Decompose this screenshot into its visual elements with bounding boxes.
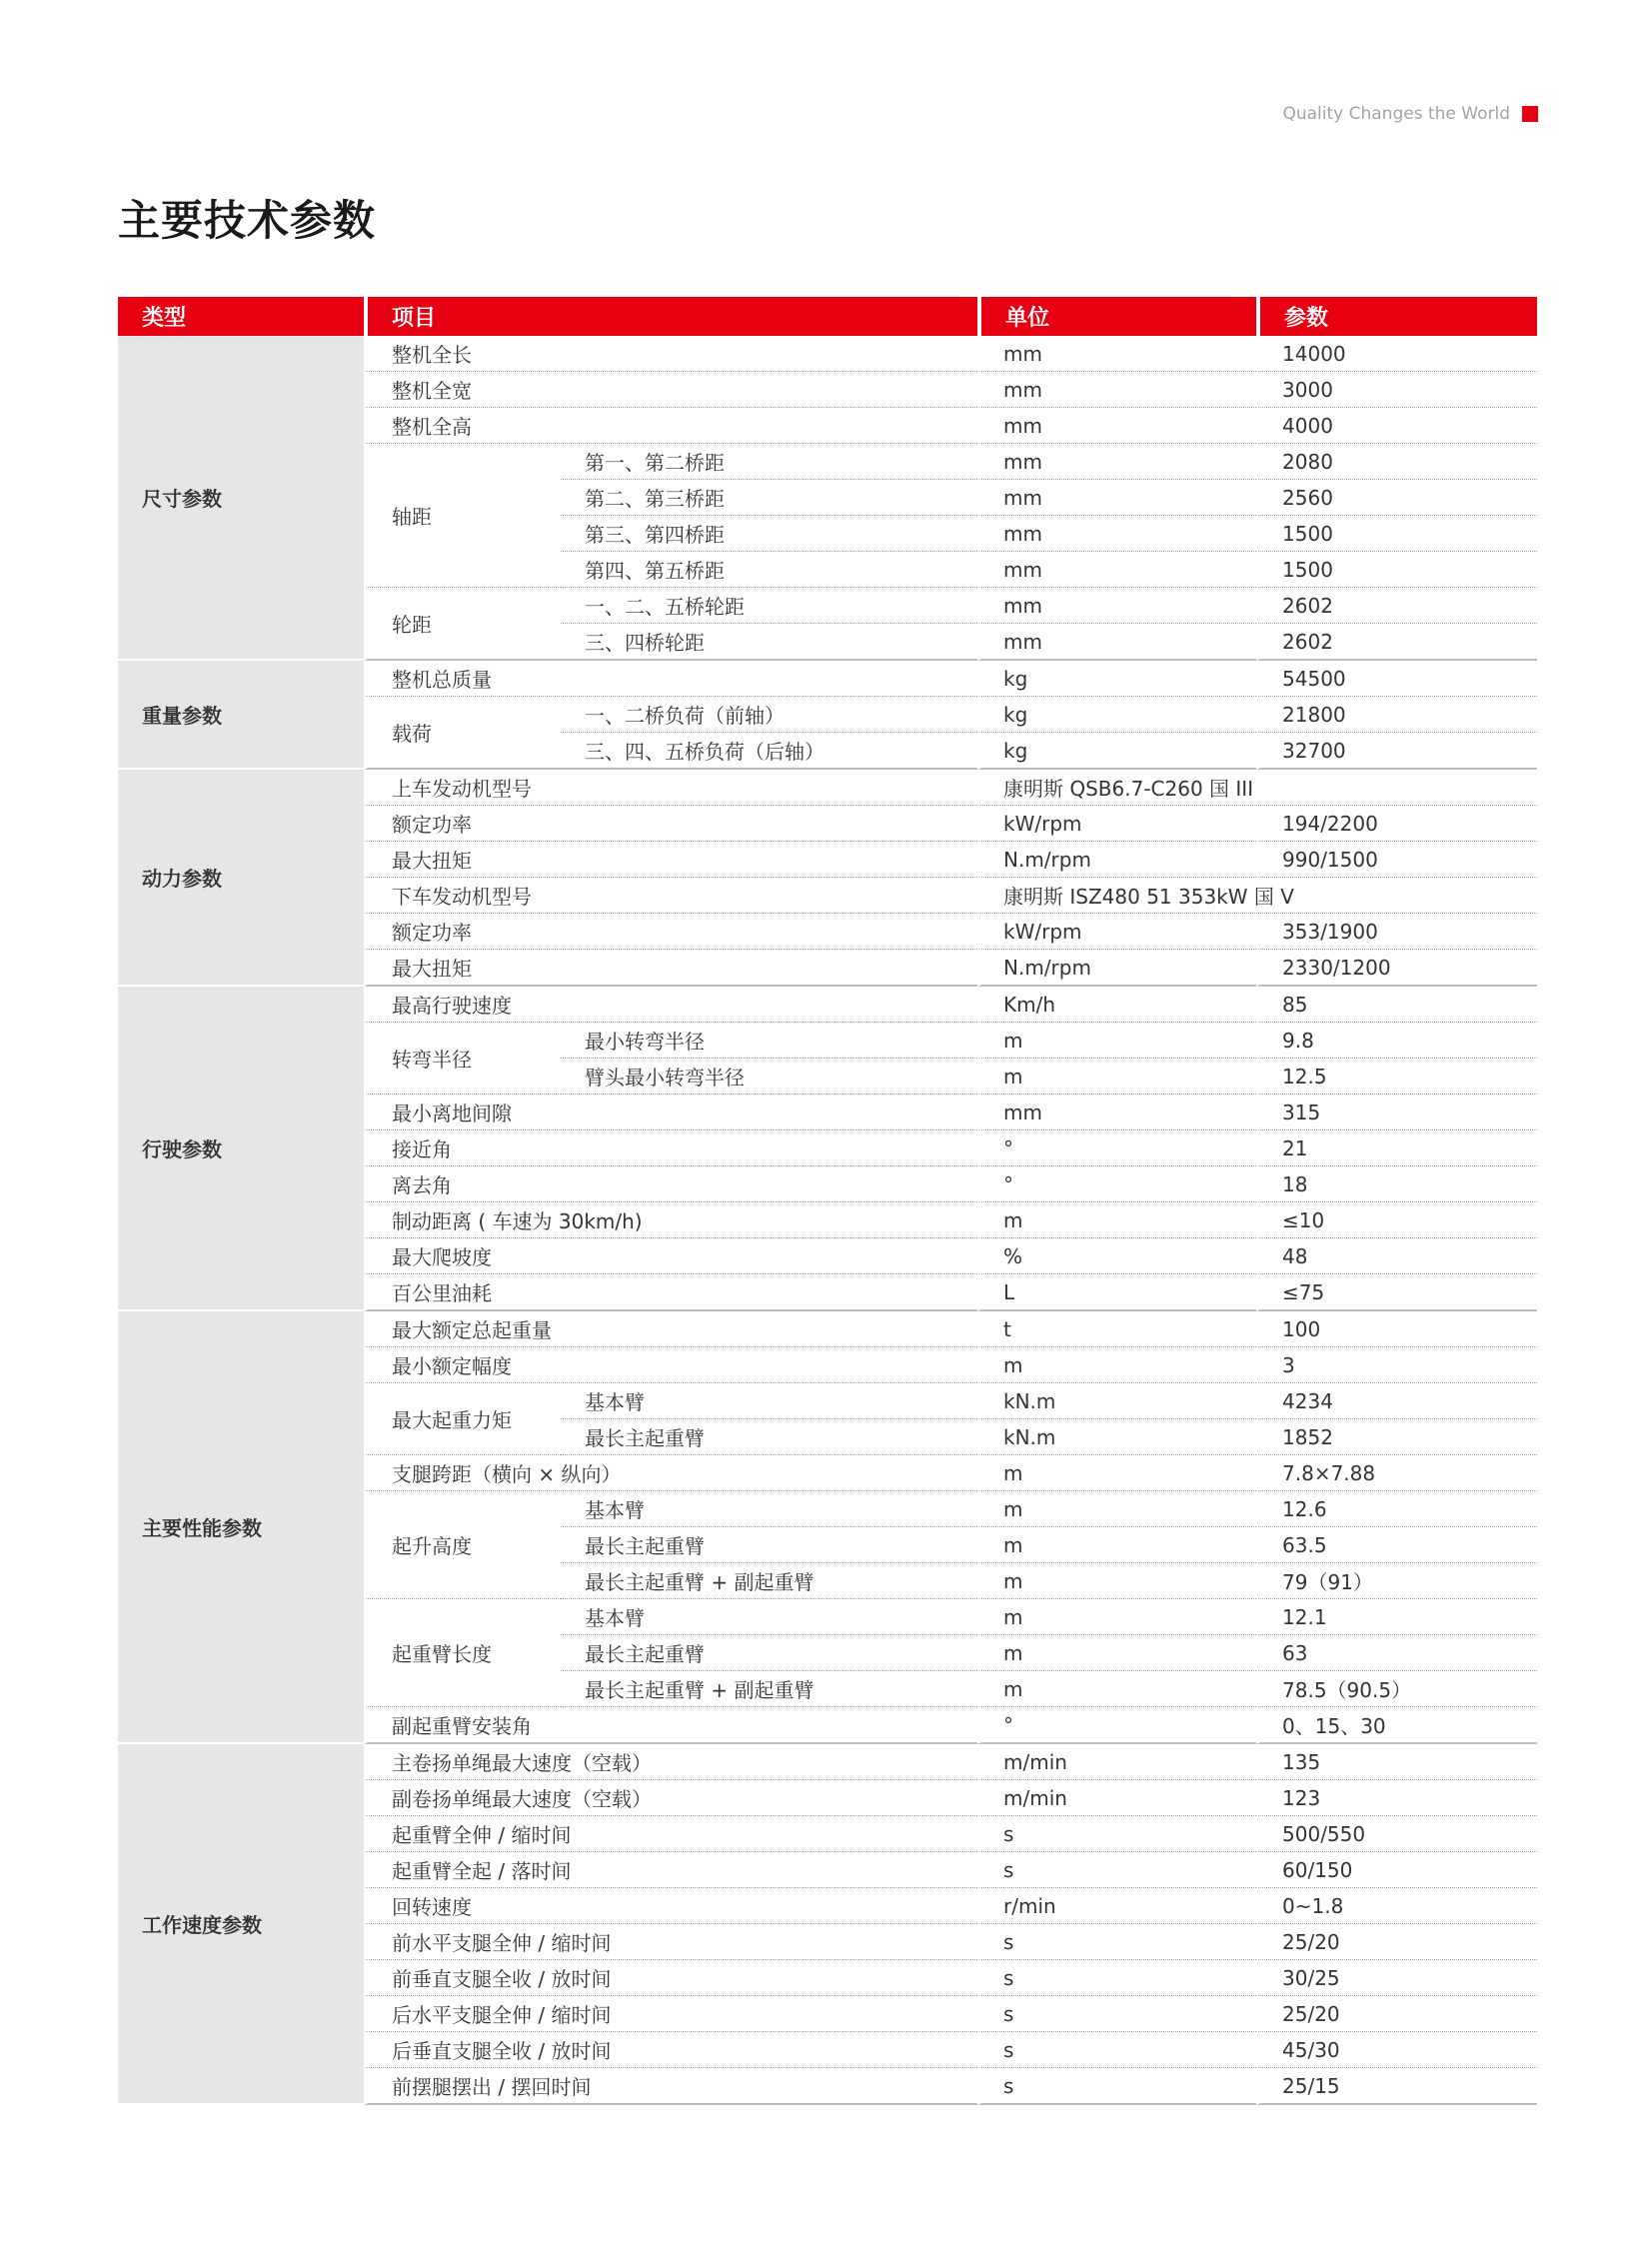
unit-cell: kg — [977, 697, 1256, 733]
brand-square-icon — [1522, 106, 1538, 122]
unit-cell: mm — [977, 624, 1256, 661]
unit-cell: kN.m — [977, 1383, 1256, 1419]
value-cell: 25/20 — [1256, 1996, 1537, 2032]
brand-tagline — [1282, 104, 1538, 124]
unit-cell: mm — [977, 444, 1256, 480]
value-cell: 79（91） — [1256, 1563, 1537, 1599]
value-cell: 2602 — [1256, 624, 1537, 661]
value-cell: 14000 — [1256, 336, 1537, 372]
value-cell: 54500 — [1256, 661, 1537, 697]
item-cell: 上车发动机型号 — [364, 770, 977, 806]
subitem-cell: 一、二、五桥轮距 — [561, 588, 977, 624]
category-cell: 主要性能参数 — [118, 1311, 364, 1744]
value-cell: 4234 — [1256, 1383, 1537, 1419]
item-cell: 接近角 — [364, 1130, 977, 1166]
unit-cell: m — [977, 1491, 1256, 1527]
table-row — [118, 1744, 1537, 1780]
item-cell: 起重臂全起 / 落时间 — [364, 1852, 977, 1888]
unit-cell: r/min — [977, 1888, 1256, 1924]
unit-cell: s — [977, 1996, 1256, 2032]
table-header-row — [118, 297, 1537, 336]
unit-cell: ° — [977, 1707, 1256, 1744]
subitem-cell: 三、四、五桥负荷（后轴） — [561, 733, 977, 770]
unit-cell: s — [977, 1960, 1256, 1996]
value-cell: 25/20 — [1256, 1924, 1537, 1960]
item-cell: 最小额定幅度 — [364, 1347, 977, 1383]
page-title: 主要技术参数 — [118, 196, 377, 245]
unit-cell: m — [977, 1599, 1256, 1635]
unit-cell: s — [977, 2068, 1256, 2105]
value-cell: 63 — [1256, 1635, 1537, 1671]
item-cell: 额定功率 — [364, 914, 977, 950]
subitem-cell: 最长主起重臂 — [561, 1635, 977, 1671]
item-cell: 后水平支腿全伸 / 缩时间 — [364, 1996, 977, 2032]
table-row — [118, 661, 1537, 697]
value-cell: 100 — [1256, 1311, 1537, 1347]
subitem-cell: 最长主起重臂 + 副起重臂 — [561, 1671, 977, 1707]
unit-cell: s — [977, 2032, 1256, 2068]
value-cell: 0、15、30 — [1256, 1707, 1537, 1744]
unit-cell: N.m/rpm — [977, 950, 1256, 987]
tagline-text: Quality Changes the World — [1282, 104, 1510, 124]
unit-cell: m — [977, 1455, 1256, 1491]
item-cell: 制动距离 ( 车速为 30km/h) — [364, 1202, 977, 1238]
table-row — [118, 336, 1537, 372]
unit-cell: N.m/rpm — [977, 842, 1256, 878]
item-cell: 整机全长 — [364, 336, 977, 372]
item-cell: 副卷扬单绳最大速度（空载） — [364, 1780, 977, 1816]
item-cell: 后垂直支腿全收 / 放时间 — [364, 2032, 977, 2068]
value-cell: 135 — [1256, 1744, 1537, 1780]
unit-cell: m — [977, 1347, 1256, 1383]
value-cell: 45/30 — [1256, 2032, 1537, 2068]
item-cell: 最大起重力矩 — [364, 1383, 561, 1455]
unit-cell: kN.m — [977, 1419, 1256, 1455]
value-cell: 353/1900 — [1256, 914, 1537, 950]
column-header-item: 项目 — [364, 297, 977, 336]
value-cell: 12.6 — [1256, 1491, 1537, 1527]
item-cell: 起重臂全伸 / 缩时间 — [364, 1816, 977, 1852]
value-cell: 12.5 — [1256, 1059, 1537, 1095]
unit-cell: mm — [977, 480, 1256, 516]
item-cell: 起升高度 — [364, 1491, 561, 1599]
value-cell: 78.5（90.5） — [1256, 1671, 1537, 1707]
subitem-cell: 第二、第三桥距 — [561, 480, 977, 516]
item-cell: 支腿跨距（横向 × 纵向） — [364, 1455, 977, 1491]
item-cell: 下车发动机型号 — [364, 878, 977, 914]
value-cell: 1852 — [1256, 1419, 1537, 1455]
category-cell: 重量参数 — [118, 661, 364, 770]
unit-cell: mm — [977, 336, 1256, 372]
value-cell: 9.8 — [1256, 1023, 1537, 1059]
subitem-cell: 一、二桥负荷（前轴） — [561, 697, 977, 733]
unit-cell: ° — [977, 1166, 1256, 1202]
column-header-type: 类型 — [118, 297, 364, 336]
column-header-value: 参数 — [1256, 297, 1537, 336]
unit-cell: mm — [977, 372, 1256, 408]
item-cell: 最高行驶速度 — [364, 987, 977, 1023]
value-cell: 25/15 — [1256, 2068, 1537, 2105]
table-row — [118, 1311, 1537, 1347]
value-cell: 0~1.8 — [1256, 1888, 1537, 1924]
unit-cell: s — [977, 1852, 1256, 1888]
subitem-cell: 基本臂 — [561, 1491, 977, 1527]
value-cell: 85 — [1256, 987, 1537, 1023]
item-cell: 轮距 — [364, 588, 561, 661]
item-cell: 前摆腿摆出 / 摆回时间 — [364, 2068, 977, 2105]
item-cell: 整机全高 — [364, 408, 977, 444]
unit-cell: t — [977, 1311, 1256, 1347]
unit-cell: m — [977, 1059, 1256, 1095]
unit-cell: % — [977, 1238, 1256, 1274]
unit-cell: s — [977, 1816, 1256, 1852]
item-cell: 最大爬坡度 — [364, 1238, 977, 1274]
subitem-cell: 三、四桥轮距 — [561, 624, 977, 661]
item-cell: 前水平支腿全伸 / 缩时间 — [364, 1924, 977, 1960]
unit-cell: mm — [977, 1095, 1256, 1130]
unit-cell: m — [977, 1671, 1256, 1707]
unit-cell: kg — [977, 661, 1256, 697]
value-cell: 60/150 — [1256, 1852, 1537, 1888]
value-cell: 500/550 — [1256, 1816, 1537, 1852]
unit-cell: kW/rpm — [977, 806, 1256, 842]
value-cell: 18 — [1256, 1166, 1537, 1202]
value-cell: 21 — [1256, 1130, 1537, 1166]
value-cell: ≤10 — [1256, 1202, 1537, 1238]
item-cell: 起重臂长度 — [364, 1599, 561, 1707]
item-cell: 额定功率 — [364, 806, 977, 842]
value-cell: 194/2200 — [1256, 806, 1537, 842]
value-cell: 2602 — [1256, 588, 1537, 624]
value-cell: ≤75 — [1256, 1274, 1537, 1311]
category-cell: 行驶参数 — [118, 987, 364, 1311]
value-cell: 12.1 — [1256, 1599, 1537, 1635]
value-cell: 1500 — [1256, 552, 1537, 588]
value-cell: 2080 — [1256, 444, 1537, 480]
unit-cell: m/min — [977, 1744, 1256, 1780]
item-cell: 整机全宽 — [364, 372, 977, 408]
value-cell: 2560 — [1256, 480, 1537, 516]
category-cell: 工作速度参数 — [118, 1744, 364, 2105]
item-cell: 百公里油耗 — [364, 1274, 977, 1311]
table-row — [118, 987, 1537, 1023]
item-cell: 主卷扬单绳最大速度（空载） — [364, 1744, 977, 1780]
category-cell: 动力参数 — [118, 770, 364, 987]
subitem-cell: 最长主起重臂 + 副起重臂 — [561, 1563, 977, 1599]
unit-cell: s — [977, 1924, 1256, 1960]
unit-cell: Km/h — [977, 987, 1256, 1023]
value-cell: 990/1500 — [1256, 842, 1537, 878]
table-row — [118, 770, 1537, 806]
unit-cell: mm — [977, 516, 1256, 552]
value-cell: 2330/1200 — [1256, 950, 1537, 987]
value-cell: 4000 — [1256, 408, 1537, 444]
value-cell: 30/25 — [1256, 1960, 1537, 1996]
unit-cell: m — [977, 1527, 1256, 1563]
unit-cell: 康明斯 QSB6.7-C260 国 III — [977, 770, 1537, 806]
unit-cell: m — [977, 1023, 1256, 1059]
spec-table — [118, 297, 1537, 2105]
unit-cell: m — [977, 1563, 1256, 1599]
value-cell: 315 — [1256, 1095, 1537, 1130]
unit-cell: m — [977, 1635, 1256, 1671]
value-cell: 32700 — [1256, 733, 1537, 770]
value-cell: 21800 — [1256, 697, 1537, 733]
value-cell: 3000 — [1256, 372, 1537, 408]
subitem-cell: 第一、第二桥距 — [561, 444, 977, 480]
subitem-cell: 臂头最小转弯半径 — [561, 1059, 977, 1095]
item-cell: 转弯半径 — [364, 1023, 561, 1095]
item-cell: 最大额定总起重量 — [364, 1311, 977, 1347]
unit-cell: L — [977, 1274, 1256, 1311]
item-cell: 整机总质量 — [364, 661, 977, 697]
item-cell: 最大扭矩 — [364, 950, 977, 987]
subitem-cell: 最长主起重臂 — [561, 1419, 977, 1455]
item-cell: 轴距 — [364, 444, 561, 588]
item-cell: 最小离地间隙 — [364, 1095, 977, 1130]
value-cell: 63.5 — [1256, 1527, 1537, 1563]
value-cell: 1500 — [1256, 516, 1537, 552]
unit-cell: kW/rpm — [977, 914, 1256, 950]
value-cell: 123 — [1256, 1780, 1537, 1816]
item-cell: 前垂直支腿全收 / 放时间 — [364, 1960, 977, 1996]
subitem-cell: 最小转弯半径 — [561, 1023, 977, 1059]
value-cell: 7.8×7.88 — [1256, 1455, 1537, 1491]
subitem-cell: 第四、第五桥距 — [561, 552, 977, 588]
subitem-cell: 基本臂 — [561, 1383, 977, 1419]
subitem-cell: 第三、第四桥距 — [561, 516, 977, 552]
item-cell: 离去角 — [364, 1166, 977, 1202]
unit-cell: m/min — [977, 1780, 1256, 1816]
subitem-cell: 基本臂 — [561, 1599, 977, 1635]
item-cell: 最大扭矩 — [364, 842, 977, 878]
unit-cell: mm — [977, 408, 1256, 444]
unit-cell: kg — [977, 733, 1256, 770]
item-cell: 载荷 — [364, 697, 561, 770]
unit-cell: mm — [977, 552, 1256, 588]
column-header-unit: 单位 — [977, 297, 1256, 336]
category-cell: 尺寸参数 — [118, 336, 364, 661]
item-cell: 副起重臂安装角 — [364, 1707, 977, 1744]
item-cell: 回转速度 — [364, 1888, 977, 1924]
unit-cell: mm — [977, 588, 1256, 624]
value-cell: 48 — [1256, 1238, 1537, 1274]
unit-cell: ° — [977, 1130, 1256, 1166]
unit-cell: m — [977, 1202, 1256, 1238]
value-cell: 3 — [1256, 1347, 1537, 1383]
subitem-cell: 最长主起重臂 — [561, 1527, 977, 1563]
unit-cell: 康明斯 ISZ480 51 353kW 国 V — [977, 878, 1537, 914]
